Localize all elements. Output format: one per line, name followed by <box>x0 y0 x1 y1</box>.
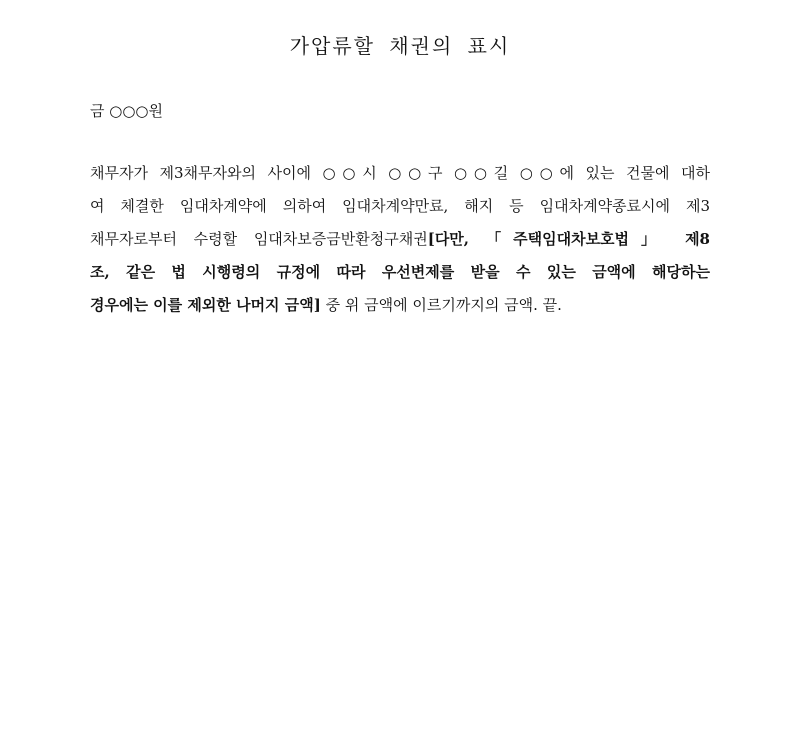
paragraph-line-3 <box>90 223 710 256</box>
paragraph-line-2: 여 체결한 임대차계약에 의하여 임대차계약만료, 해지 등 임대차계약종료시에 제3 <box>90 197 710 215</box>
claim-amount: 금 ○○○원 <box>90 102 164 120</box>
paragraph-line-5 <box>90 289 710 322</box>
paragraph-line-3-bold-text: [다만, 「주택임대차보호법」 제8 <box>427 230 710 248</box>
paragraph-line-3-text: 채무자로부터 수령할 임대차보증금반환청구채권 <box>90 230 428 248</box>
paragraph-line-1: 채무자가 제3채무자와의 사이에 ○○시 ○○구 ○○길 ○○에 있는 건물에 대하 <box>90 164 710 182</box>
claim-description <box>90 157 710 322</box>
paragraph-line-5-bold-text: 경우에는 이를 제외한 나머지 금액] <box>90 296 321 314</box>
paragraph-line-5-text: 중 위 금액에 이르기까지의 금액. 끝. <box>320 296 562 314</box>
paragraph-line-4: 조, 같은 법 시행령의 규정에 따라 우선변제를 받을 수 있는 금액에 해당하는 <box>90 263 710 281</box>
document-title: 가압류할 채권의 표시 <box>289 34 511 58</box>
